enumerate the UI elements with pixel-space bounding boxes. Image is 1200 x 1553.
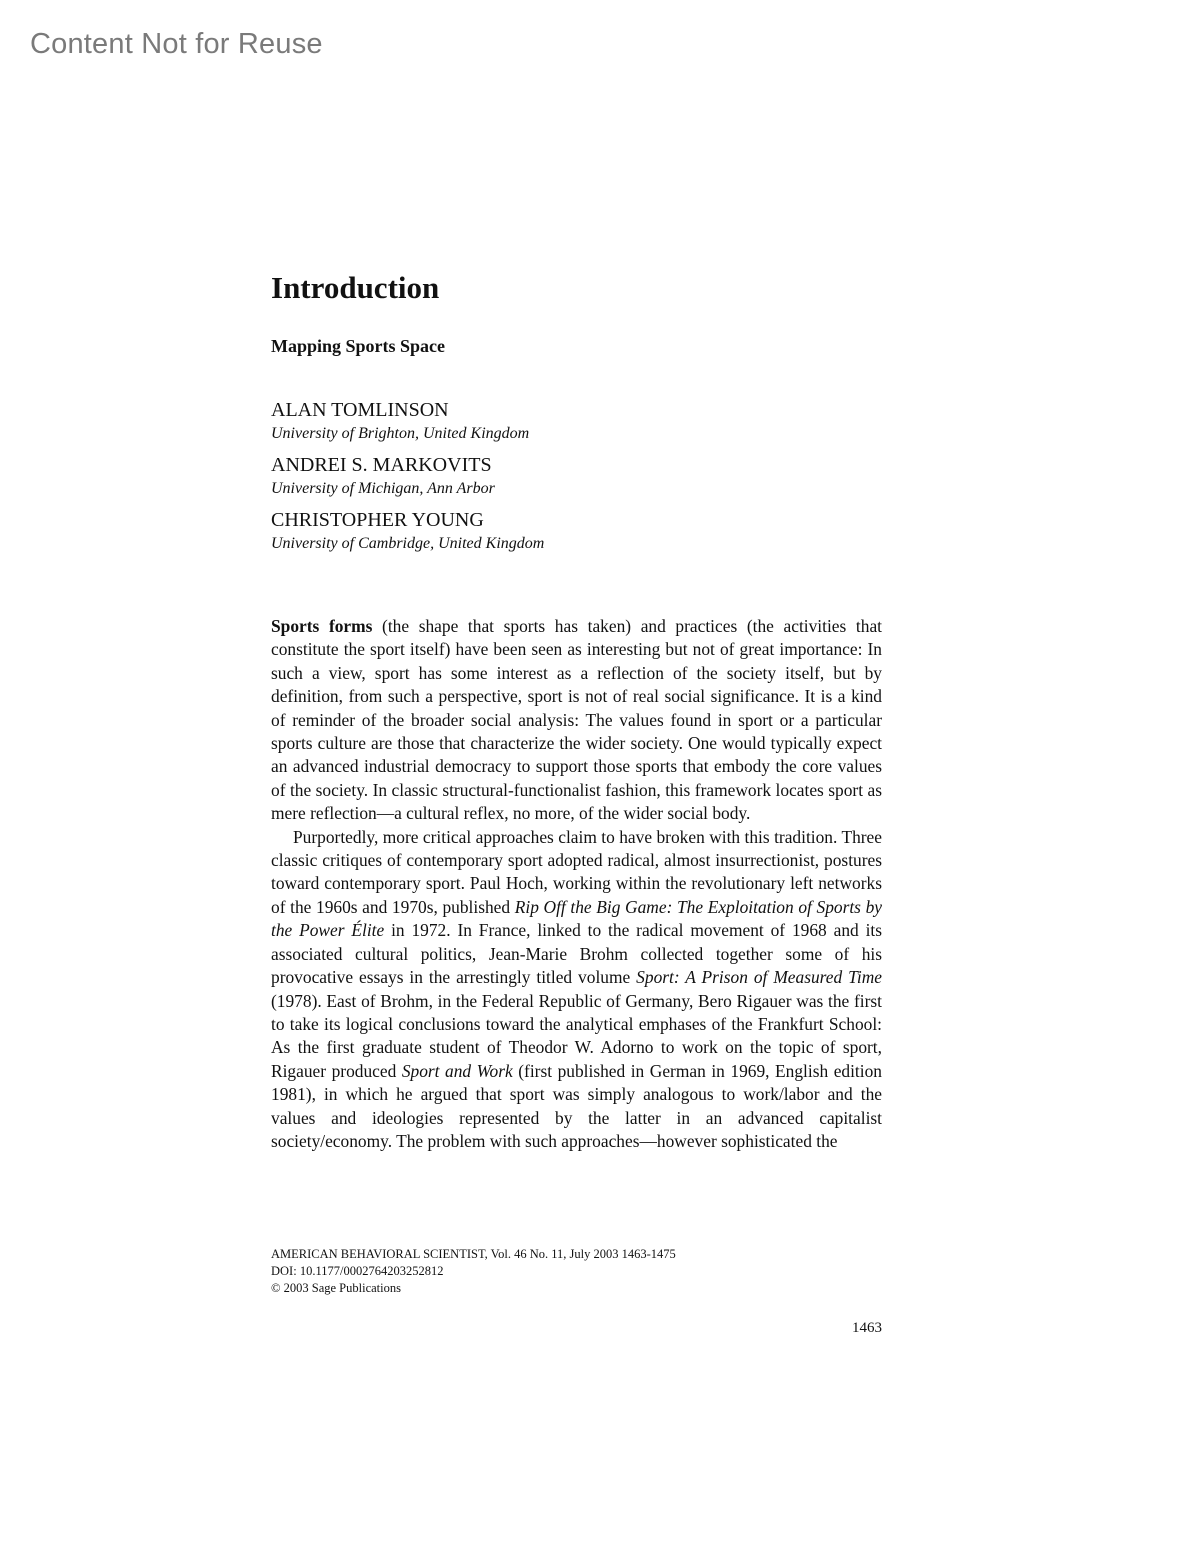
author-affiliation: University of Brighton, United Kingdom [271,425,530,442]
lead-term: Sports forms [271,616,373,636]
author-list [271,397,882,555]
page-number: 1463 [852,1320,882,1336]
doi: DOI: 10.1177/0002764203252812 [271,1264,444,1278]
author-entry [271,507,882,555]
article-subtitle: Mapping Sports Space [271,336,446,356]
publication-footer [271,1246,676,1297]
author-entry [271,452,882,500]
paragraph-text: (first published in German in 1969, English edition 1981), in which he argued that sport was simply analogous to work/labor and the values and ideologies represented by the latter in an advanced capitalist society/economy. The problem with such approaches—however sophisticated the [271,1060,882,1151]
author-affiliation: University of Michigan, Ann Arbor [271,480,495,497]
author-affiliation: University of Cambridge, United Kingdom [271,535,545,552]
paragraph-text: Purportedly, more critical approaches claim to have broken with this tradition. Three classic critiques of contemporary sport adopted radical, almost insurrectionist, postures toward contemporary sport. Paul Hoch, working within the revolutionary left networks of the 1960s and 1970s, published [271,826,882,917]
body-paragraph-1 [271,615,882,826]
book-title: Rip Off the Big Game: The Exploitation of Sports by the Power Élite [271,896,882,941]
paragraph-text: (the shape that sports has taken) and practices (the activities that constitute the sport itself) have been seen as interesting but not of great importance: In such a view, sport has some interest as a reflection of the society itself, but by definition, from such a perspective, sport is not of real social significance. It is a kind of reminder of the broader social analysis: The values found in sport or a particular sports culture are those that characterize the wider society. One would typically expect an advanced industrial democracy to support those sports that embody the core values of the society. In classic structural-functionalist fashion, this framework locates sport as mere reflection—a cultural reflex, no more, of the wider social body. [271,616,882,824]
article [271,266,882,1153]
body-paragraph-2 [271,826,882,1154]
book-title: Sport and Work [401,1060,513,1081]
paragraph-text: in 1972. In France, linked to the radical movement of 1968 and its associated cultural politics, Jean-Marie Brohm collected together some of his provocative essays in the arrestingly titled volume [271,920,882,988]
article-title: Introduction [271,270,440,305]
article-body [271,615,882,1153]
copyright: © 2003 Sage Publications [271,1281,401,1295]
author-name: ALAN TOMLINSON [271,399,449,421]
book-title: Sport: A Prison of Measured Time [636,967,882,988]
author-name: ANDREI S. MARKOVITS [271,454,492,476]
author-entry [271,397,882,445]
watermark: Content Not for Reuse [30,28,323,60]
paragraph-text: (1978). East of Brohm, in the Federal Republic of Germany, Bero Rigauer was the first to take its logical conclusions toward the analytical emphases of the Frankfurt School: As the first graduate student of Theodor W. Adorno to work on the topic of sport, Rigauer produced [271,990,882,1081]
author-name: CHRISTOPHER YOUNG [271,509,484,531]
journal-citation: AMERICAN BEHAVIORAL SCIENTIST, Vol. 46 No. 11, July 2003 1463-1475 [271,1247,676,1261]
